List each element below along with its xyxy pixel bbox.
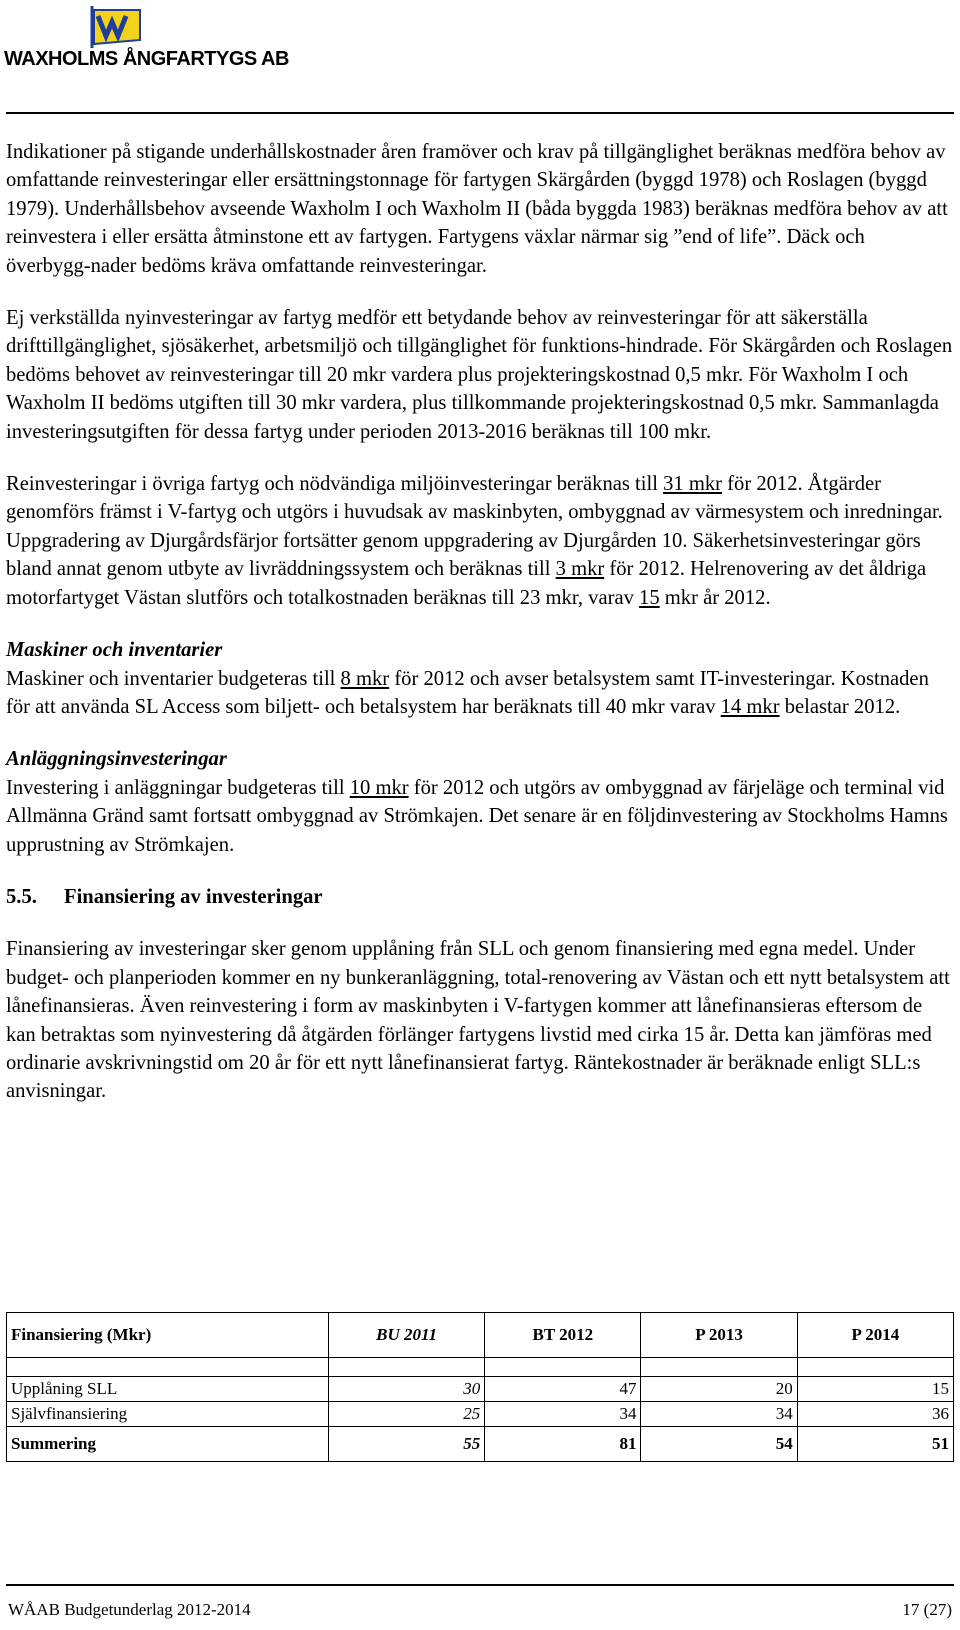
paragraph-reinvesteringar: Reinvesteringar i övriga fartyg och nödvändiga miljöinvesteringar beräknas till 31 mkr för 2012. Åtgärder genomförs främst i V-fartyg och utgörs i huvudsak av maskinbyten, ombyggnad av värmesystem och inredningar. Uppgradering av Djurgårdsfärjor fortsätter genom uppgradering av Djurgården 10. Säkerhetsinvesteringar görs bland annat genom utbyte av livräddningssystem och beräknas till 3 mkr för 2012. Helrenovering av det åldriga motorfartyget Västan slutförs och totalkostnaden beräknas till 23 mkr, varav 15 mkr år 2012. <box>6 473 943 609</box>
paragraph-finansiering: Finansiering av investeringar sker genom upplåning från SLL och genom finansiering med egna medel. Under budget- och planperioden kommer en ny bunkeranläggning, total-renovering av Västan och ett nytt betalsystem att lånefinansieras. Även reinvestering i form av maskinbyten i V-fartygen kommer att lånefinansieras eftersom de kan betraktas som nyinvestering då åtgärden förlänger fartygens livstid med cirka 15 år. Detta kan jämföras med ordinarie avskrivningstid om 20 år för ett nytt lånefinansierat fartyg. Räntekostnader är beräknade enligt SLL:s anvisningar. <box>6 938 950 1103</box>
table-row <box>7 1377 954 1402</box>
table-header-cell: P 2014 <box>797 1313 953 1358</box>
table-cell: 30 <box>328 1377 484 1402</box>
table-cell: 36 <box>797 1402 953 1427</box>
footer-document-title: WÅAB Budgetunderlag 2012-2014 <box>8 1600 251 1619</box>
table-cell: 34 <box>485 1402 641 1427</box>
paragraph-maskiner: Maskiner och inventarier budgeteras till 8 mkr för 2012 och avser betalsystem samt IT-investeringar. Kostnaden för att använda SL Access som biljett- och betalsystem har beräknats till 40 mkr varav 14 mkr belastar 2012. <box>6 667 929 718</box>
table-cell: 51 <box>797 1427 953 1462</box>
table-cell: 25 <box>328 1402 484 1427</box>
table-cell: Summering <box>7 1427 329 1462</box>
logo-text: WAXHOLMS ÅNGFARTYGS AB <box>4 48 289 70</box>
table-sum-row <box>7 1427 954 1462</box>
footer-divider <box>6 1584 954 1586</box>
financing-table <box>6 1312 954 1462</box>
table-header-cell: BU 2011 <box>328 1313 484 1358</box>
table-cell: Självfinansiering <box>7 1402 329 1427</box>
table-row <box>7 1402 954 1427</box>
table-cell: 20 <box>641 1377 797 1402</box>
section-heading <box>6 883 954 911</box>
table-header-cell: Finansiering (Mkr) <box>7 1313 329 1358</box>
flag-logo-icon <box>84 4 146 48</box>
paragraph-underhall: Indikationer på stigande underhållskostnader åren framöver och krav på tillgänglighet beräknas medföra behov av omfattande reinvesteringar eller ersättningstonnage för fartygen Skärgården (byggd 1978) och Roslagen (byggd 1979). Underhållsbehov avseende Waxholm I och Waxholm II (båda byggda 1983) beräknas medföra behov av att reinvestera i eller ersätta åtminstone ett av fartygen. Fartygens växlar närmar sig ”end of life”. Däck och överbygg-nader bedöms kräva omfattande reinvesteringar. <box>6 141 948 277</box>
table-cell: 34 <box>641 1402 797 1427</box>
section-number: 5.5. <box>6 885 37 908</box>
table-spacer-row <box>7 1358 954 1377</box>
table-cell: 54 <box>641 1427 797 1462</box>
table-cell: 15 <box>797 1377 953 1402</box>
heading-maskiner: Maskiner och inventarier <box>6 639 223 662</box>
body-text <box>6 138 954 1106</box>
table-header-cell: P 2013 <box>641 1313 797 1358</box>
paragraph-anlaggning: Investering i anläggningar budgeteras till 10 mkr för 2012 och utgörs av ombyggnad av färjeläge och terminal vid Allmänna Gränd samt fortsatt ombyggnad av Strömkajen. Det senare är en följdinvestering av Stockholms Hamns upprustning av Strömkajen. <box>6 776 948 856</box>
section-title: Finansiering av investeringar <box>64 885 323 908</box>
company-logo <box>4 4 289 74</box>
heading-anlaggning: Anläggningsinvesteringar <box>6 748 227 771</box>
paragraph-nyinvesteringar: Ej verkställda nyinvesteringar av fartyg medför ett betydande behov av reinvesteringar för att säkerställa drifttillgänglighet, sjösäkerhet, arbetsmiljö och tillgänglighet för funktions-hindrade. För Skärgården och Roslagen bedöms behovet av reinvesteringar till 20 mkr vardera plus projekteringskostnad 0,5 mkr. För Waxholm I och Waxholm II bedöms utgiften till 30 mkr vardera, plus tillkommande projekteringskostnad 0,5 mkr. Sammanlagda investeringsutgiften för dessa fartyg under perioden 2013-2016 beräknas till 100 mkr. <box>6 307 953 443</box>
header-divider <box>6 112 954 114</box>
table-header-row <box>7 1313 954 1358</box>
table-cell: 81 <box>485 1427 641 1462</box>
table-cell: 47 <box>485 1377 641 1402</box>
footer-page-number: 17 (27) <box>902 1600 952 1619</box>
table-cell: 55 <box>328 1427 484 1462</box>
table-header-cell: BT 2012 <box>485 1313 641 1358</box>
table-cell: Upplåning SLL <box>7 1377 329 1402</box>
